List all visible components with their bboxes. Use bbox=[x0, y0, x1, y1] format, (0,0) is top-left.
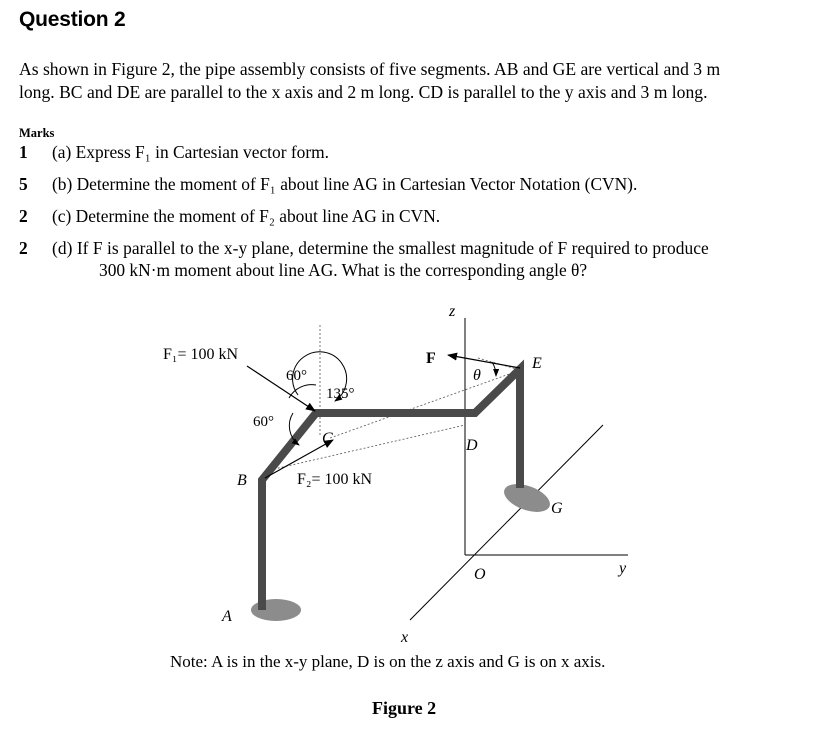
y-axis-label: y bbox=[619, 560, 627, 577]
part-d-text: (d) If F is parallel to the x-y plane, determine the smallest magnitude of F required to produce bbox=[52, 238, 709, 258]
theta-label: θ bbox=[473, 367, 481, 384]
point-c-label: C bbox=[322, 430, 333, 447]
part-b-marks: 5 bbox=[19, 174, 28, 194]
part-a-text: (a) Express F₁ in Cartesian vector form. bbox=[52, 142, 329, 162]
part-c-text: (c) Determine the moment of F₂ about line AG in CVN. bbox=[52, 206, 441, 226]
f-label: F bbox=[426, 350, 436, 367]
part-d-marks: 2 bbox=[19, 238, 28, 258]
x-axis-line bbox=[410, 425, 603, 620]
point-d-label: D bbox=[466, 437, 478, 454]
point-e-label: E bbox=[532, 355, 542, 372]
f1-label: F₁= 100 kN bbox=[163, 346, 239, 363]
f2-label: F₂= 100 kN bbox=[297, 471, 373, 488]
problem-statement-line-2: long. BC and DE are parallel to the x axis and 2 m long. CD is parallel to the y axis and 3 m long. bbox=[19, 82, 708, 102]
part-b-text: (b) Determine the moment of F₁ about line AG in Cartesian Vector Notation (CVN). bbox=[52, 174, 638, 194]
z-axis-label: z bbox=[449, 303, 456, 320]
figure-caption: Figure 2 bbox=[372, 698, 437, 718]
point-b-label: B bbox=[237, 472, 247, 489]
point-g-label: G bbox=[551, 500, 563, 517]
question-title: Question 2 bbox=[19, 8, 126, 31]
part-d-text-line-2: 300 kN·m moment about line AG. What is the corresponding angle θ? bbox=[99, 260, 588, 280]
f-force-arrow bbox=[448, 355, 520, 368]
marks-label: Marks bbox=[19, 126, 55, 140]
problem-statement-line-1: As shown in Figure 2, the pipe assembly consists of five segments. AB and GE are vertical and 3 m bbox=[19, 59, 721, 79]
angle-60-top-label: 60° bbox=[286, 368, 307, 384]
origin-label: O bbox=[474, 566, 486, 583]
figure-note: Note: A is in the x-y plane, D is on the z axis and G is on x axis. bbox=[170, 652, 606, 671]
part-c-marks: 2 bbox=[19, 206, 28, 226]
x-axis-label: x bbox=[401, 629, 409, 646]
support-g bbox=[500, 479, 553, 518]
angle-135-label: 135° bbox=[326, 386, 355, 402]
point-a-label: A bbox=[222, 608, 232, 625]
angle-60-side-label: 60° bbox=[253, 414, 274, 430]
part-a-marks: 1 bbox=[19, 142, 28, 162]
